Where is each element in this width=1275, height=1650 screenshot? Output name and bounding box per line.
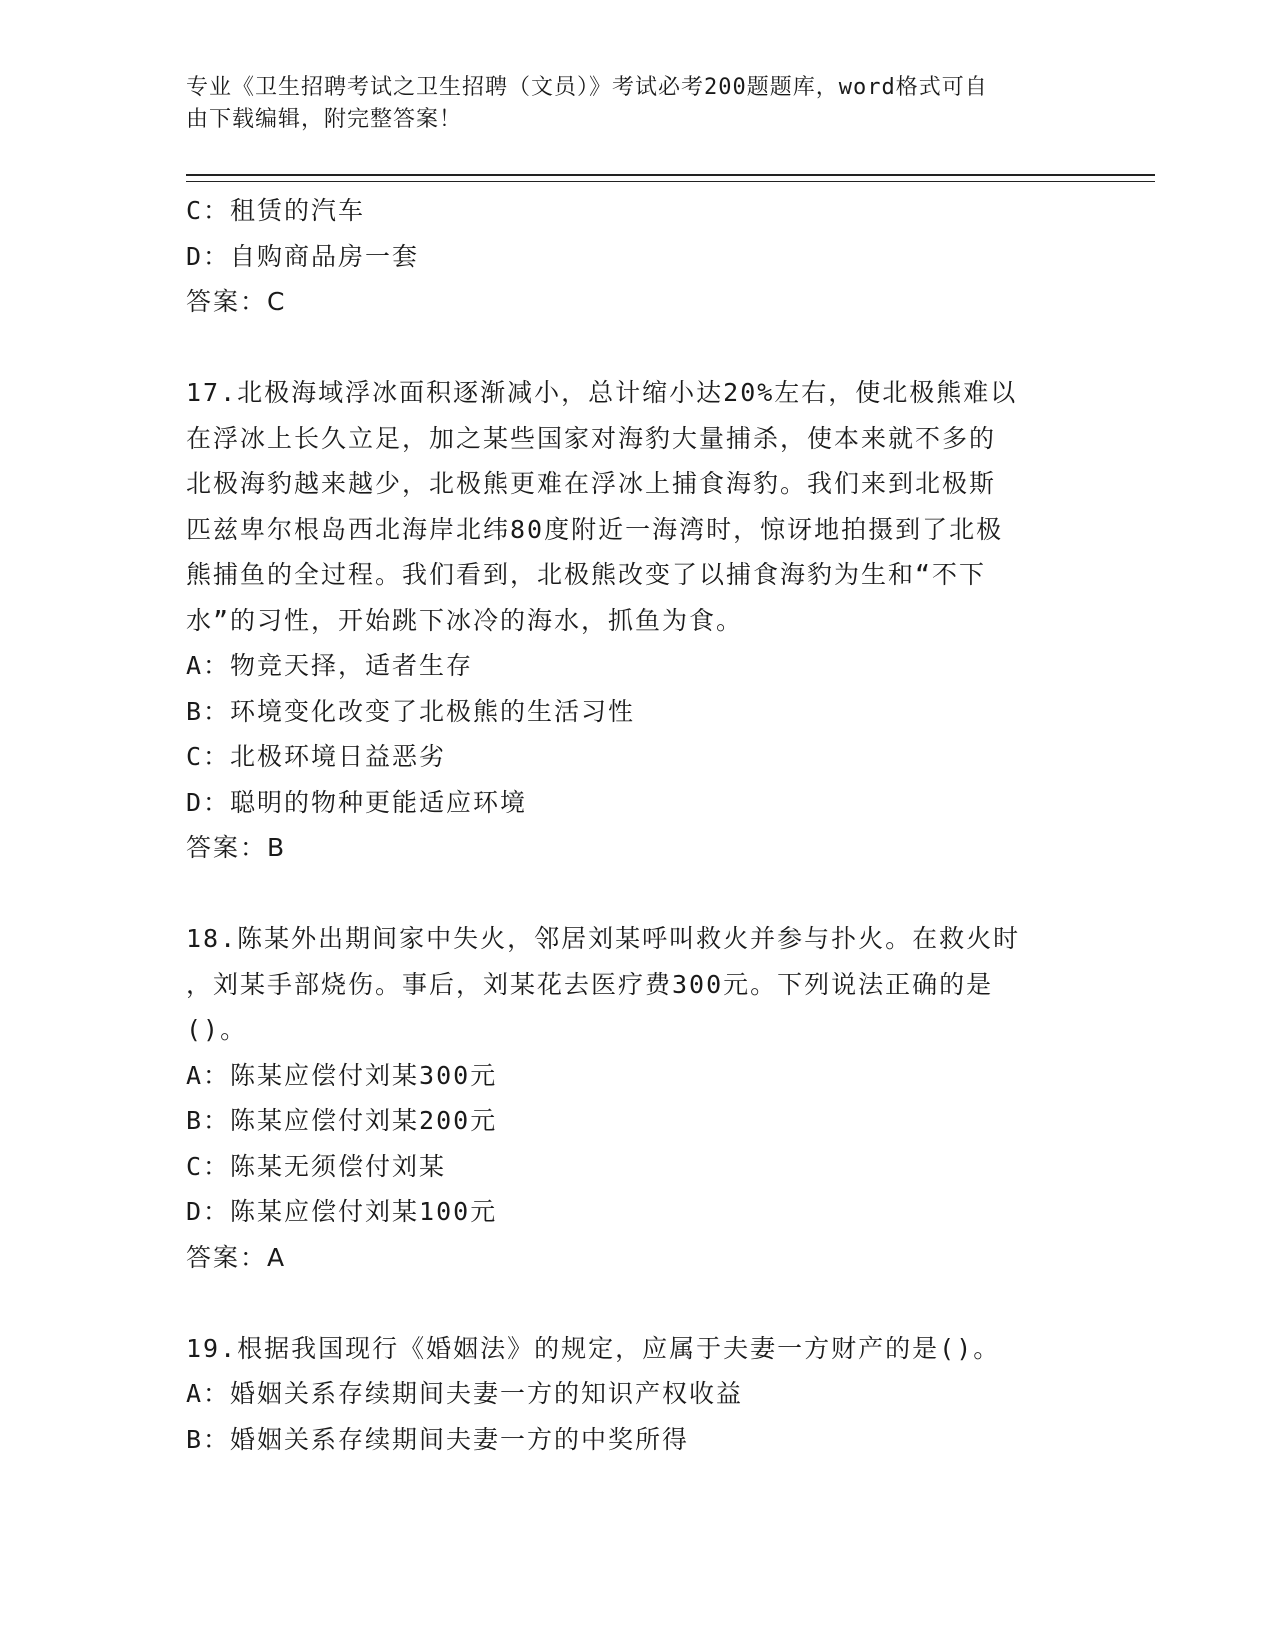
answer-line: 答案：A bbox=[186, 1242, 287, 1272]
spacer bbox=[186, 871, 1086, 917]
option-c: C：陈某无须偿付刘某 bbox=[186, 1151, 447, 1181]
option-b: B：陈某应偿付刘某200元 bbox=[186, 1106, 498, 1135]
option-b: B：婚姻关系存续期间夫妻一方的中奖所得 bbox=[186, 1424, 690, 1454]
spacer bbox=[186, 325, 1086, 371]
question-text-line: 19.根据我国现行《婚姻法》的规定，应属于夫妻一方财产的是()。 bbox=[186, 1333, 1001, 1363]
option-c: C：北极环境日益恶劣 bbox=[186, 742, 447, 771]
question-text-line: 在浮冰上长久立足，加之某些国家对海豹大量捕杀，使本来就不多的 bbox=[186, 423, 997, 453]
question-18 bbox=[186, 916, 1086, 1280]
question-text-line: 水”的习性，开始跳下冰冷的海水，抓鱼为食。 bbox=[186, 605, 744, 635]
option-d: D：聪明的物种更能适应环境 bbox=[186, 787, 528, 817]
question-text-line: 18.陈某外出期间家中失火，邻居刘某呼叫救火并参与扑火。在救火时 bbox=[186, 924, 1021, 953]
question-text-line: 北极海豹越来越少，北极熊更难在浮冰上捕食海豹。我们来到北极斯 bbox=[186, 469, 997, 498]
option-a: A：婚姻关系存续期间夫妻一方的知识产权收益 bbox=[186, 1379, 744, 1408]
option-d: D：陈某应偿付刘某100元 bbox=[186, 1197, 498, 1226]
option-d: D：自购商品房一套 bbox=[186, 241, 420, 271]
question-text bbox=[186, 370, 1086, 643]
question-19 bbox=[186, 1326, 1086, 1463]
question-text-line: ，刘某手部烧伤。事后，刘某花去医疗费300元。下列说法正确的是 bbox=[186, 969, 994, 999]
document-header bbox=[186, 72, 1066, 136]
question-16 bbox=[186, 188, 1086, 325]
question-17 bbox=[186, 370, 1086, 871]
option-a: A：陈某应偿付刘某300元 bbox=[186, 1060, 498, 1090]
question-text-line: ()。 bbox=[186, 1015, 248, 1044]
question-text-line: 匹兹卑尔根岛西北海岸北纬80度附近一海湾时，惊讶地拍摄到了北极 bbox=[186, 514, 1004, 544]
header-divider-thin bbox=[186, 181, 1155, 182]
question-text-line: 熊捕鱼的全过程。我们看到，北极熊改变了以捕食海豹为生和“不下 bbox=[186, 560, 987, 589]
option-a: A：物竞天择，适者生存 bbox=[186, 651, 474, 680]
answer-line: 答案：C bbox=[186, 287, 287, 316]
question-text bbox=[186, 1326, 1086, 1372]
question-text-line: 17.北极海域浮冰面积逐渐减小，总计缩小达20%左右，使北极熊难以 bbox=[186, 378, 1018, 407]
header-divider-thick bbox=[186, 174, 1155, 176]
spacer bbox=[186, 1280, 1086, 1326]
header-line-1: 专业《卫生招聘考试之卫生招聘（文员）》考试必考200题题库，word格式可自 bbox=[186, 75, 988, 100]
document-body bbox=[186, 188, 1086, 1462]
header-line-2: 由下载编辑，附完整答案！ bbox=[186, 107, 463, 132]
question-text bbox=[186, 916, 1086, 1053]
answer-line: 答案：B bbox=[186, 833, 287, 862]
option-c: C：租赁的汽车 bbox=[186, 196, 366, 225]
option-b: B：环境变化改变了北极熊的生活习性 bbox=[186, 696, 636, 726]
